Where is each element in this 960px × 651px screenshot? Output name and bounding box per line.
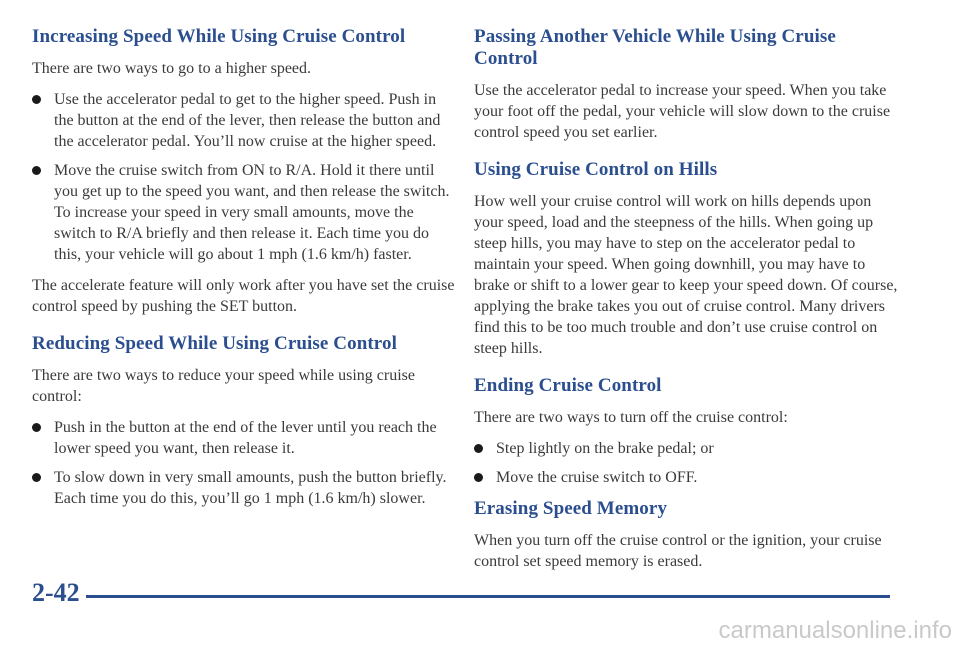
list-increasing-speed (32, 89, 457, 265)
list-item: Push in the button at the end of the lever until you reach the lower speed you want, then release it. (32, 417, 457, 459)
bullet-icon (32, 473, 41, 482)
bullet-icon (474, 473, 483, 482)
left-column (32, 26, 457, 519)
heading-reducing-speed: Reducing Speed While Using Cruise Control (32, 333, 397, 354)
intro-increasing-speed: There are two ways to go to a higher speed. (32, 60, 312, 77)
body-cruise-hills: How well your cruise control will work on hills depends upon your speed, load and the steepness of the hills. When going up steep hills, you may have to step on the accelerator pedal to maintain your speed. When going downhill, you may have to brake or shift to a lower gear to keep your speed down. Of course, applying the brake takes you out of cruise control. Many drivers find this to be too much trouble and don’t use cruise control on steep hills. (474, 193, 898, 357)
list-item: Step lightly on the brake pedal; or (474, 438, 899, 459)
heading-ending-cruise: Ending Cruise Control (474, 375, 662, 396)
footer-rule (86, 595, 890, 598)
bullet-icon (32, 166, 41, 175)
watermark: carmanualsonline.info (718, 617, 952, 644)
page-number: 2-42 (32, 578, 80, 607)
note-accelerate-feature: The accelerate feature will only work after you have set the cruise control speed by pushing the SET button. (32, 277, 455, 315)
list-reducing-speed (32, 417, 457, 509)
right-column (474, 26, 899, 582)
heading-increasing-speed: Increasing Speed While Using Cruise Control (32, 26, 406, 47)
list-item: Move the cruise switch to OFF. (474, 467, 899, 488)
bullet-icon (474, 444, 483, 453)
heading-cruise-hills: Using Cruise Control on Hills (474, 159, 718, 180)
list-item: Move the cruise switch from ON to R/A. Hold it there until you get up to the speed you want, and then release the switch. To increase your speed in very small amounts, move the switch to R/A briefly and then release it. Each time you do this, your vehicle will go about 1 mph (1.6 km/h) faster. (32, 160, 457, 265)
heading-passing-vehicle: Passing Another Vehicle While Using Cruise Control (474, 26, 836, 69)
body-passing-vehicle: Use the accelerator pedal to increase your speed. When you take your foot off the pedal, your vehicle will slow down to the cruise control speed you set earlier. (474, 82, 891, 141)
intro-reducing-speed: There are two ways to reduce your speed while using cruise control: (32, 367, 415, 405)
body-erasing-memory: When you turn off the cruise control or the ignition, your cruise control set speed memory is erased. (474, 532, 882, 570)
heading-erasing-memory: Erasing Speed Memory (474, 498, 668, 519)
page-footer (32, 578, 890, 608)
list-ending-cruise (474, 438, 899, 488)
bullet-icon (32, 95, 41, 104)
intro-ending-cruise: There are two ways to turn off the cruise control: (474, 409, 788, 426)
list-item: Use the accelerator pedal to get to the higher speed. Push in the button at the end of the lever, then release the button and the accelerator pedal. You’ll now cruise at the higher speed. (32, 89, 457, 152)
list-item: To slow down in very small amounts, push the button briefly. Each time you do this, you’ll go 1 mph (1.6 km/h) slower. (32, 467, 457, 509)
bullet-icon (32, 423, 41, 432)
